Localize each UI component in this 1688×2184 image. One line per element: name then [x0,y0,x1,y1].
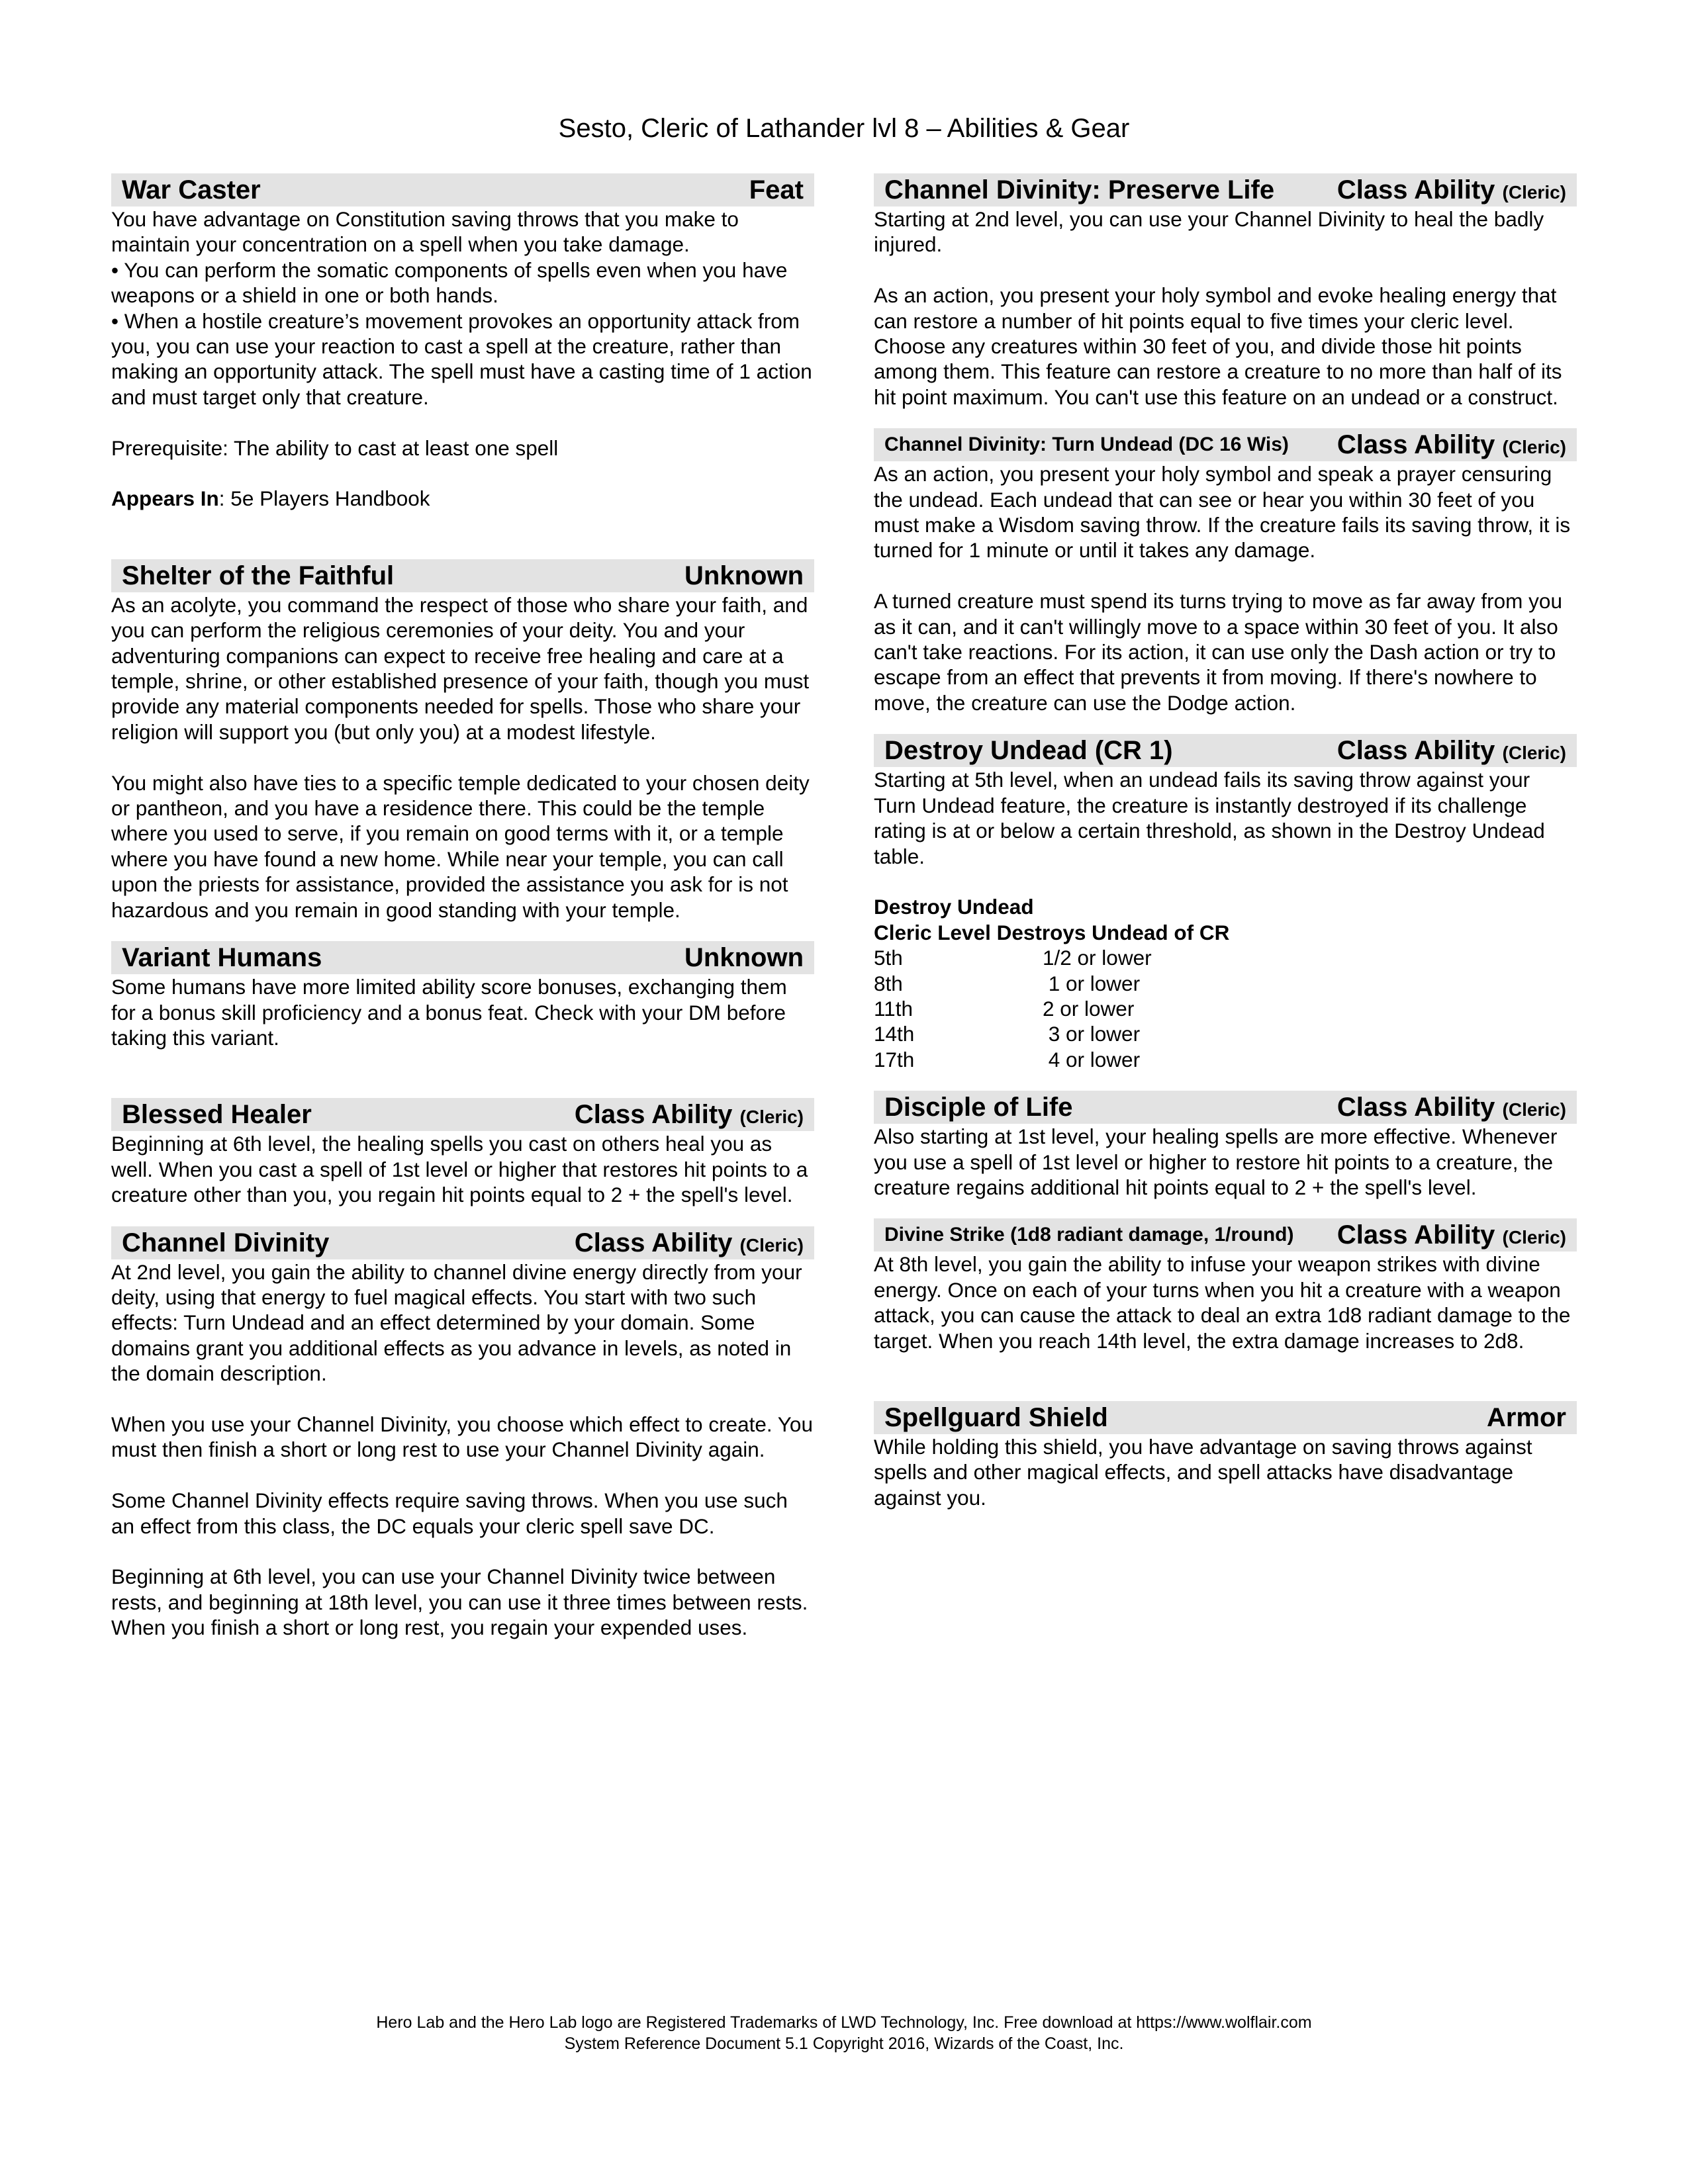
ability-description [111,206,814,512]
ability-block-channel-divinity [111,1226,814,1641]
appears-in [111,486,814,511]
appears-in-source: : 5e Players Handbook [218,486,430,511]
ability-description [874,1251,1577,1353]
ability-header [874,1218,1577,1251]
ability-category-label: Class Ability [1336,1093,1495,1122]
ability-class-tag: (Cleric) [739,1234,804,1255]
ability-block-spellguard-shield [874,1401,1577,1510]
ability-header [111,559,814,592]
ability-name: Disciple of Life [884,1093,1073,1122]
table-cell-level: 8th [874,971,903,995]
description-paragraph: As an action, you present your holy symbol and speak a prayer censuring the undead. Each undead that can see or hear you within 30 feet of you must make a Wisdom saving throw. If the creature fails its saving throw, it is turned for 1 minute or until it takes any damage. [874,462,1571,563]
ability-header [874,734,1577,767]
ability-block-war-caster [111,173,814,512]
ability-name: Destroy Undead (CR 1) [884,736,1173,766]
ability-category-label: Class Ability [1336,1220,1495,1250]
ability-block-blessed-healer [111,1098,814,1207]
ability-block-channel-divinity-preserve-life [874,173,1577,410]
ability-name: Shelter of the Faithful [122,561,395,590]
ability-name: Variant Humans [122,943,322,973]
page-title: Sesto, Cleric of Lathander lvl 8 – Abilities & Gear [558,114,1130,143]
ability-category [1337,432,1566,458]
description-line: • You can perform the somatic components of spells even when you have weapons or a shield in one or both hands. [111,257,788,308]
ability-class-tag: (Cleric) [1502,1227,1566,1248]
ability-name: Channel Divinity: Turn Undead (DC 16 Wis) [884,433,1289,456]
table-row [874,945,1577,970]
description-paragraph: As an acolyte, you command the respect of those who share your faith, and you can perform the religious ceremonies of your deity. You and your adventuring companions can expect to receive free healing and care at a temple, shrine, or other established presence of your faith, though you must provide any material components needed for spells. Those who share your religion will support you (but only you) at a modest lifestyle. [111,592,810,744]
table-row [874,1047,1577,1072]
table-cell-cr: 2 or lower [1043,996,1135,1021]
table-header: Cleric Level Destroys Undead of CR [874,920,1230,944]
ability-category [575,1230,804,1256]
destroy-undead-table [874,894,1577,1072]
ability-category [1337,1222,1566,1248]
ability-description [111,974,814,1050]
ability-category [684,944,804,971]
description-paragraph: Starting at 5th level, when an undead fails its saving throw against your Turn Undead feature, the creature is instantly destroyed if its challenge rating is at or below a certain threshold, as shown in the Destroy Undead table. [874,768,1545,868]
ability-header [874,428,1577,461]
ability-header [111,941,814,974]
left-column [111,173,814,1664]
ability-category-label: Class Ability [574,1228,733,1257]
footer-trademark: Hero Lab and the Hero Lab logo are Registered Trademarks of LWD Technology, Inc. Free download at https://www.wolflair.com [376,2013,1312,2032]
ability-name: Blessed Healer [122,1100,312,1130]
ability-name: Divine Strike (1d8 radiant damage, 1/round) [884,1224,1294,1246]
ability-block-divine-strike-1d8-radiant-damage-1-round [874,1218,1577,1353]
ability-description [111,1259,814,1641]
ability-description [874,1434,1577,1510]
ability-name: Spellguard Shield [884,1402,1108,1432]
description-line: • When a hostile creature’s movement provokes an opportunity attack from you, you can use your reaction to cast a spell at the creature, rather than making an opportunity attack. The spell must have a casting time of 1 action and must target only that creature. [111,308,812,409]
table-cell-cr: 4 or lower [1043,1047,1141,1071]
ability-description [874,206,1577,410]
right-column [874,173,1577,1534]
ability-name: Channel Divinity: Preserve Life [884,175,1275,205]
ability-class-tag: (Cleric) [1502,1099,1566,1120]
description-paragraph: While holding this shield, you have advantage on saving throws against spells and other magical effects, and spell attacks have disadvantage against you. [874,1434,1532,1510]
ability-category-label: Class Ability [1336,175,1495,205]
ability-block-disciple-of-life [874,1091,1577,1200]
table-cell-level: 5th [874,946,903,970]
ability-description [111,592,814,923]
description-paragraph: Some Channel Divinity effects require saving throws. When you use such an effect from this class, the DC equals your cleric spell save DC. [111,1488,788,1538]
ability-category-label: Unknown [684,561,804,590]
ability-header [111,173,814,206]
table-cell-cr: 3 or lower [1043,1022,1141,1046]
description-paragraph: Starting at 2nd level, you can use your Channel Divinity to heal the badly injured. [874,207,1544,257]
description-paragraph: Some humans have more limited ability score bonuses, exchanging them for a bonus skill proficiency and a bonus feat. Check with your DM before taking this variant. [111,975,787,1050]
appears-in-label: Appears In [111,486,219,511]
ability-name: War Caster [122,175,261,205]
table-row [874,971,1577,996]
description-paragraph: Prerequisite: The ability to cast at least one spell [111,435,559,460]
table-row [874,996,1577,1021]
ability-category-label: Feat [749,175,804,205]
table-cell-cr: 1/2 or lower [1043,946,1152,970]
ability-block-channel-divinity-turn-undead-dc-16-wis [874,428,1577,715]
description-paragraph: Beginning at 6th level, you can use your Channel Divinity twice between rests, and beginning at 18th level, you can use it three times between rests. When you finish a short or long rest, you regain your expended uses. [111,1565,808,1640]
description-paragraph: At 2nd level, you gain the ability to channel divine energy directly from your deity, using that energy to fuel magical effects. You start with two such effects: Turn Undead and an effect determined by your domain. Some domains grant you additional effects as you advance in levels, as noted in the domain description. [111,1259,802,1386]
ability-class-tag: (Cleric) [739,1107,804,1128]
ability-category-label: Class Ability [574,1100,733,1130]
description-line: You have advantage on Constitution saving throws that you make to maintain your concentration on a spell when you take damage. [111,207,739,257]
ability-header [874,1401,1577,1434]
ability-description [874,767,1577,869]
table-cell-level: 11th [874,996,913,1021]
table-cell-level: 17th [874,1047,915,1071]
ability-block-shelter-of-the-faithful [111,559,814,923]
ability-category [575,1101,804,1128]
ability-description [874,1124,1577,1200]
ability-category-label: Class Ability [1336,430,1495,460]
ability-header [111,1098,814,1131]
ability-category [684,563,804,589]
ability-block-destroy-undead-cr-1 [874,734,1577,1072]
ability-category-label: Unknown [684,943,804,973]
ability-description [111,1131,814,1207]
ability-header [874,173,1577,206]
footer [0,2012,1688,2054]
ability-class-tag: (Cleric) [1502,437,1566,458]
description-paragraph: Beginning at 6th level, the healing spells you cast on others heal you as well. When you cast a spell of 1st level or higher that restores hit points to a creature other than you, you regain hit points equal to 2 + the spell's level. [111,1132,808,1207]
table-cell-cr: 1 or lower [1043,971,1141,995]
footer-copyright: System Reference Document 5.1 Copyright 2016, Wizards of the Coast, Inc. [564,2034,1124,2053]
description-paragraph: Also starting at 1st level, your healing spells are more effective. Whenever you use a spell of 1st level or higher to restore hit points to a creature, the creature regains additional hit points equal to 2 + the spell's level. [874,1124,1558,1199]
ability-category [1337,1094,1566,1120]
ability-category-label: Armor [1486,1402,1566,1432]
ability-category [1487,1404,1566,1431]
ability-category [1337,177,1566,203]
description-paragraph: As an action, you present your holy symbol and evoke healing energy that can restore a number of hit points equal to five times your cleric level. Choose any creatures within 30 feet of you, and divide those hit points among them. This feature can restore a creature to no more than half of its hit point maximum. You can't use this feature on an undead or a construct. [874,283,1562,409]
description-paragraph: A turned creature must spend its turns trying to move as far away from you as it can, and it can't willingly move to a space within 30 feet of you. It also can't take reactions. For its action, it can use only the Dash action or try to escape from an effect that prevents it from moving. If there's nowhere to move, the creature can use the Dodge action. [874,589,1562,715]
ability-name: Channel Divinity [122,1228,330,1257]
ability-category [749,177,804,203]
ability-header [874,1091,1577,1124]
ability-category [1337,737,1566,764]
ability-description [874,461,1577,715]
table-title: Destroy Undead [874,895,1034,919]
table-cell-level: 14th [874,1022,915,1046]
description-paragraph [111,206,814,410]
ability-category-label: Class Ability [1336,736,1495,766]
description-paragraph: At 8th level, you gain the ability to infuse your weapon strikes with divine energy. Once on each of your turns when you hit a creature with a weapon attack, you can cause the attack to deal an extra 1d8 radiant damage to the target. When you reach 14th level, the extra damage increases to 2d8. [874,1252,1571,1353]
description-paragraph: When you use your Channel Divinity, you choose which effect to create. You must then finish a short or long rest to use your Channel Divinity again. [111,1412,813,1462]
table-row [874,1021,1577,1046]
description-paragraph: You might also have ties to a specific temple dedicated to your chosen deity or pantheon, and you have a residence there. This could be the temple where you used to serve, if you remain on good terms with it, or a temple where you have found a new home. While near your temple, you can call upon the priests for assistance, provided the assistance you ask for is not hazardous and you remain in good standing with your temple. [111,770,810,922]
ability-header [111,1226,814,1259]
ability-class-tag: (Cleric) [1502,182,1566,203]
ability-block-variant-humans [111,941,814,1050]
ability-class-tag: (Cleric) [1502,743,1566,764]
